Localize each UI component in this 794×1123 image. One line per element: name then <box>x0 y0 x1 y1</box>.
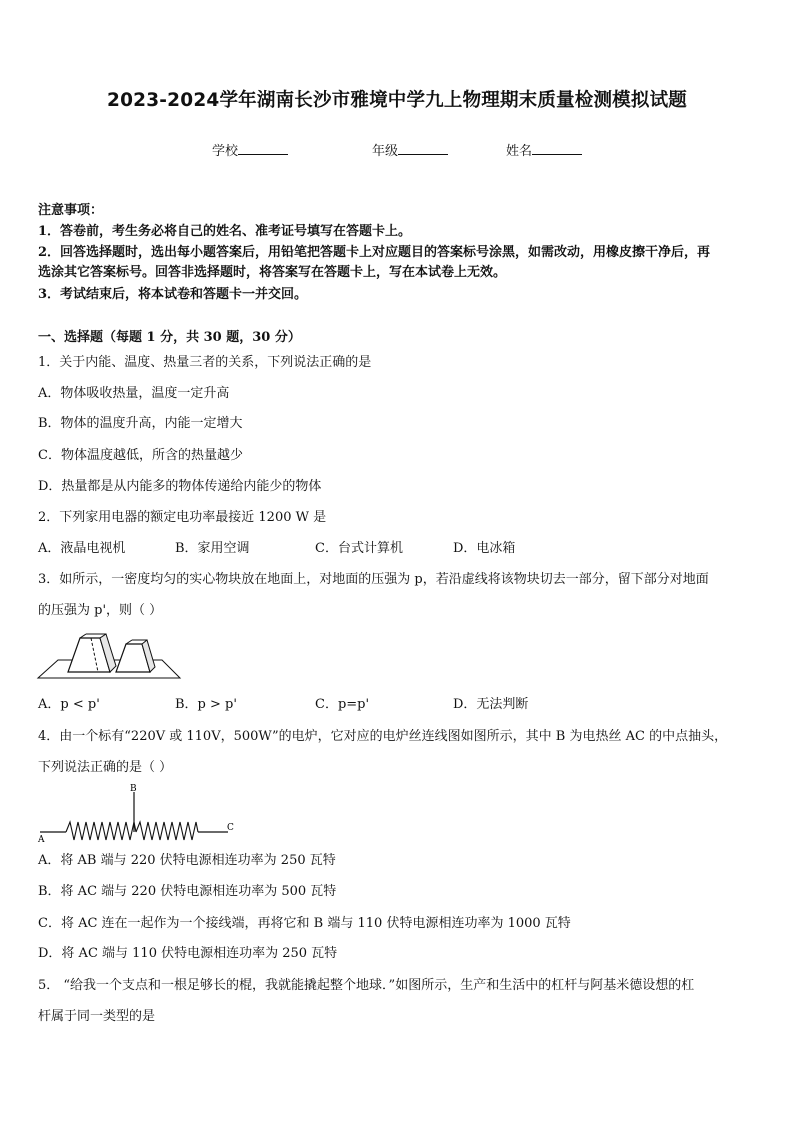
q1-option-c: C．物体温度越低，所含的热量越少 <box>38 448 243 463</box>
q1-option-d: D．热量都是从内能多的物体传递给内能少的物体 <box>38 479 322 494</box>
page-title: 2023-2024学年湖南长沙市雅境中学九上物理期末质量检测模拟试题 <box>107 90 687 111</box>
grade-blank[interactable] <box>398 142 448 155</box>
heater-coil-left <box>66 822 136 840</box>
section-heading: 一、选择题（每题 1 分，共 30 题，30 分） <box>38 330 301 345</box>
q4-option-c: C．将 AC 连在一起作为一个接线端，再将它和 B 端与 110 伏特电源相连功率为 1000 瓦特 <box>38 916 571 931</box>
q4-option-b: B．将 AC 端与 220 伏特电源相连功率为 500 瓦特 <box>38 884 337 899</box>
q1-option-b: B．物体的温度升高，内能一定增大 <box>38 416 243 431</box>
label-b: B <box>130 784 137 794</box>
q3-option-a: A．p < p' <box>38 697 100 712</box>
grade-label: 年级 <box>372 144 399 159</box>
q3-option-c: C．p=p' <box>315 697 370 712</box>
q4-stem-line1: 4．由一个标有“220V 或 110V，500W”的电炉，它对应的电炉丝连线图如图所示，其中 B 为电热丝 AC 的中点抽头， <box>38 729 728 744</box>
q2-option-c: C．台式计算机 <box>315 541 403 556</box>
q2-option-b: B．家用空调 <box>175 541 250 556</box>
notice-item-2-cont: 选涂其它答案标号。回答非选择题时，将答案写在答题卡上，写在本试卷上无效。 <box>38 265 507 280</box>
school-field[interactable] <box>212 140 288 159</box>
label-c: C <box>227 823 234 833</box>
q1-stem: 1．关于内能、温度、热量三者的关系，下列说法正确的是 <box>38 355 372 370</box>
grade-field[interactable] <box>372 140 448 159</box>
name-blank[interactable] <box>532 142 582 155</box>
q4-option-d: D．将 AC 端与 110 伏特电源相连功率为 250 瓦特 <box>38 946 338 961</box>
frustum-right <box>116 640 155 672</box>
q3-stem-line1: 3．如所示，一密度均匀的实心物块放在地面上，对地面的压强为 p，若沿虚线将该物块切去一部分，留下部分对地面 <box>38 572 709 587</box>
q3-block-figure <box>36 632 186 684</box>
q4-heater-wire-figure <box>36 780 246 850</box>
q4-stem-line2: 下列说法正确的是（ ） <box>38 760 173 775</box>
notice-item-3: 3．考试结束后，将本试卷和答题卡一并交回。 <box>38 287 308 302</box>
q5-stem-line1: 5． “给我一个支点和一根足够长的棍，我就能撬起整个地球．”如图所示，生产和生活中的杠杆与阿基米德设想的杠 <box>38 978 695 993</box>
heater-coil-right <box>136 822 198 840</box>
notice-heading: 注意事项： <box>38 203 104 218</box>
notice-item-1: 1．答卷前，考生务必将自己的姓名、准考证号填写在答题卡上。 <box>38 224 412 239</box>
school-blank[interactable] <box>238 142 288 155</box>
q3-stem-line2: 的压强为 p'，则（ ） <box>38 603 163 618</box>
notice-item-2: 2．回答选择题时，选出每小题答案后，用铅笔把答题卡上对应题目的答案标号涂黑，如需改动，用橡皮擦干净后，再 <box>38 245 711 260</box>
q3-option-b: B．p > p' <box>175 697 237 712</box>
label-a: A <box>38 835 45 845</box>
q2-option-d: D．电冰箱 <box>453 541 516 556</box>
q1-option-a: A．物体吸收热量，温度一定升高 <box>38 386 230 401</box>
school-label: 学校 <box>212 144 239 159</box>
name-field[interactable] <box>506 140 582 159</box>
name-label: 姓名 <box>506 144 533 159</box>
q3-option-d: D．无法判断 <box>453 697 529 712</box>
frustum-left <box>68 634 116 672</box>
q2-stem: 2．下列家用电器的额定电功率最接近 1200 W 是 <box>38 510 327 525</box>
q5-stem-line2: 杆属于同一类型的是 <box>38 1009 156 1024</box>
q2-option-a: A．液晶电视机 <box>38 541 126 556</box>
q4-option-a: A．将 AB 端与 220 伏特电源相连功率为 250 瓦特 <box>38 853 336 868</box>
